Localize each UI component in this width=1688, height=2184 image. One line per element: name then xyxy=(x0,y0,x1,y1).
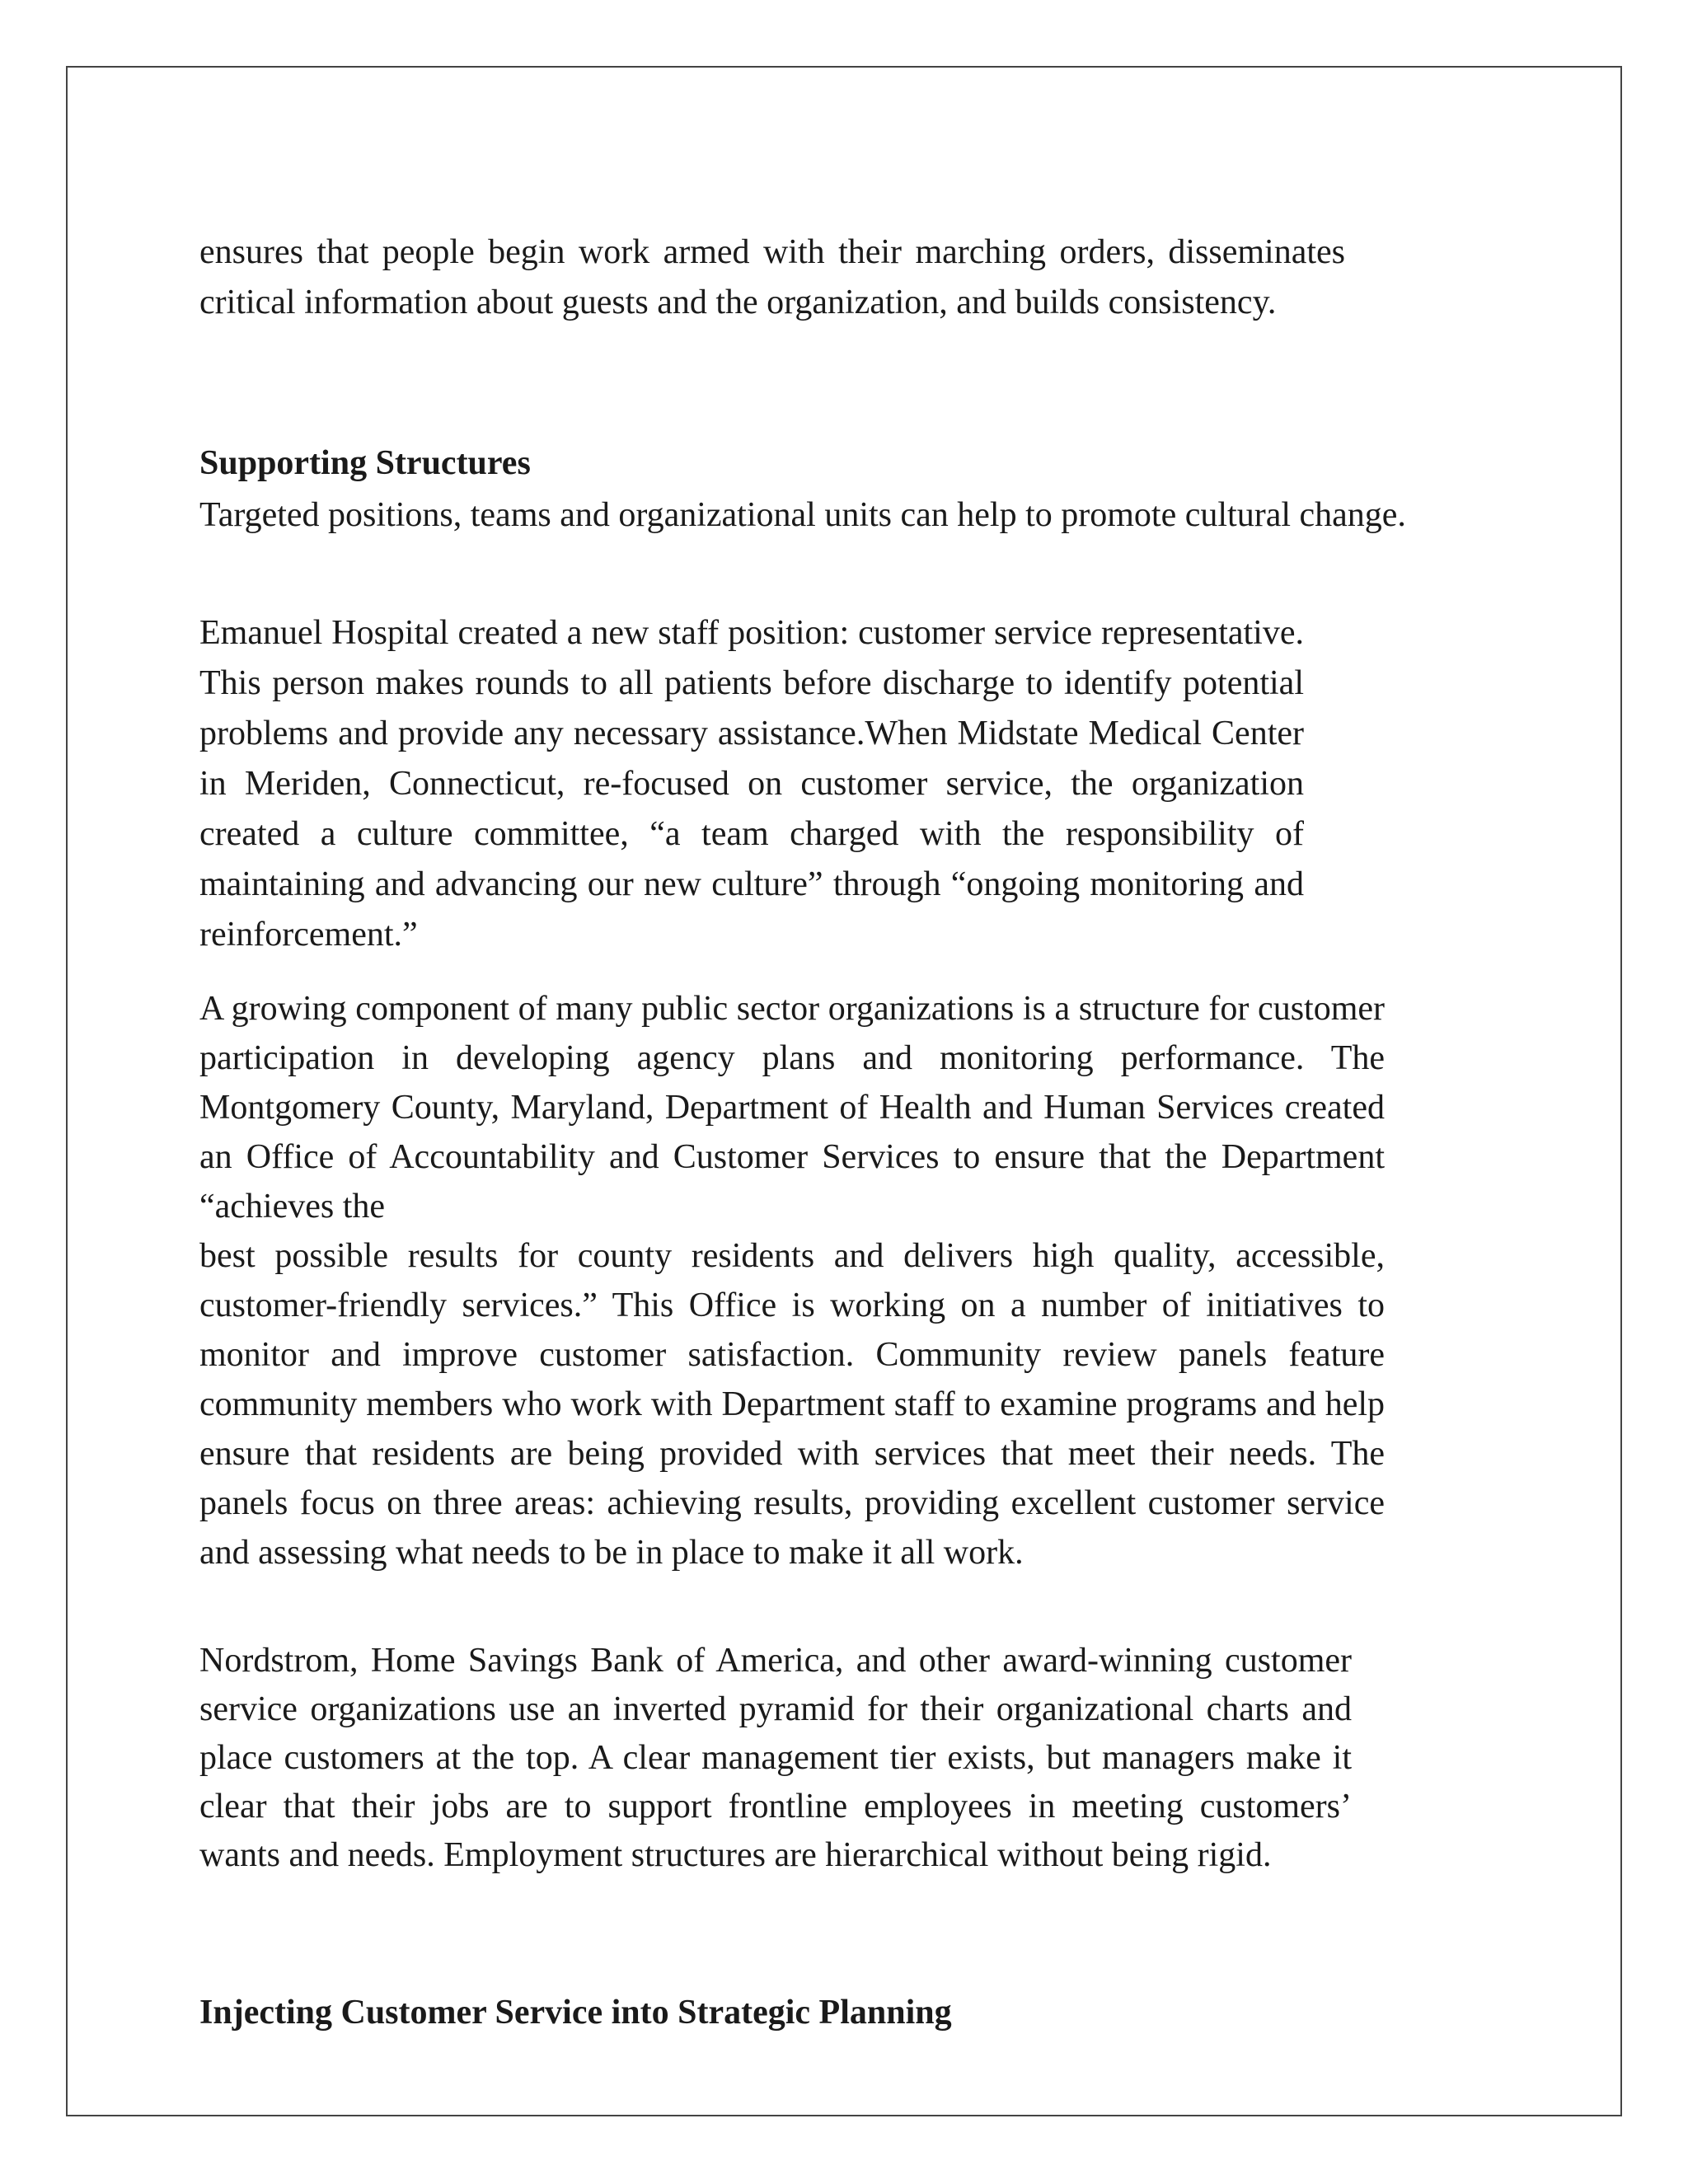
paragraph-continuation: ensures that people begin work armed with their marching orders, disseminates critical information about guests and the organization, and builds consistency. xyxy=(199,233,1345,321)
heading-supporting-structures: Supporting Structures xyxy=(199,444,531,482)
paragraph-public-sector-part1: A growing component of many public sector organizations is a structure for customer participation in developing agency plans and monitoring performance. The Montgomery County, Maryland, Department of Health and Human Services created an Office of Accountability and Customer Services to ensure that the Department “achieves the xyxy=(199,990,1385,1226)
paragraph-targeted-positions: Targeted positions, teams and organizational units can help to promote cultural change. xyxy=(199,496,1406,534)
paragraph-public-sector-part2: best possible results for county residents and delivers high quality, accessible, customer-friendly services.” This Office is working on a number of initiatives to monitor and improve customer satisfaction. Community review panels feature community members who work with Department staff to examine programs and help ensure that residents are being provided with services that meet their needs. The panels focus on three areas: achieving results, providing excellent customer service and assessing what needs to be in place to make it all work. xyxy=(199,1237,1385,1572)
paragraph-emanuel-hospital: Emanuel Hospital created a new staff position: customer service representative. This person makes rounds to all patients before discharge to identify potential problems and provide any necessary assistance.When Midstate Medical Center in Meriden, Connecticut, re-focused on customer service, the organization created a culture committee, “a team charged with the responsibility of maintaining and advancing our new culture” through “ongoing monitoring and reinforcement.” xyxy=(199,614,1304,954)
paragraph-nordstrom: Nordstrom, Home Savings Bank of America, and other award-winning customer service organizations use an inverted pyramid for their organizational charts and place customers at the top. A clear management tier exists, but managers make it clear that their jobs are to support frontline employees in meeting customers’ wants and needs. Employment structures are hierarchical without being rigid. xyxy=(199,1642,1352,1874)
heading-injecting-customer-service: Injecting Customer Service into Strategic Planning xyxy=(199,1994,952,2032)
